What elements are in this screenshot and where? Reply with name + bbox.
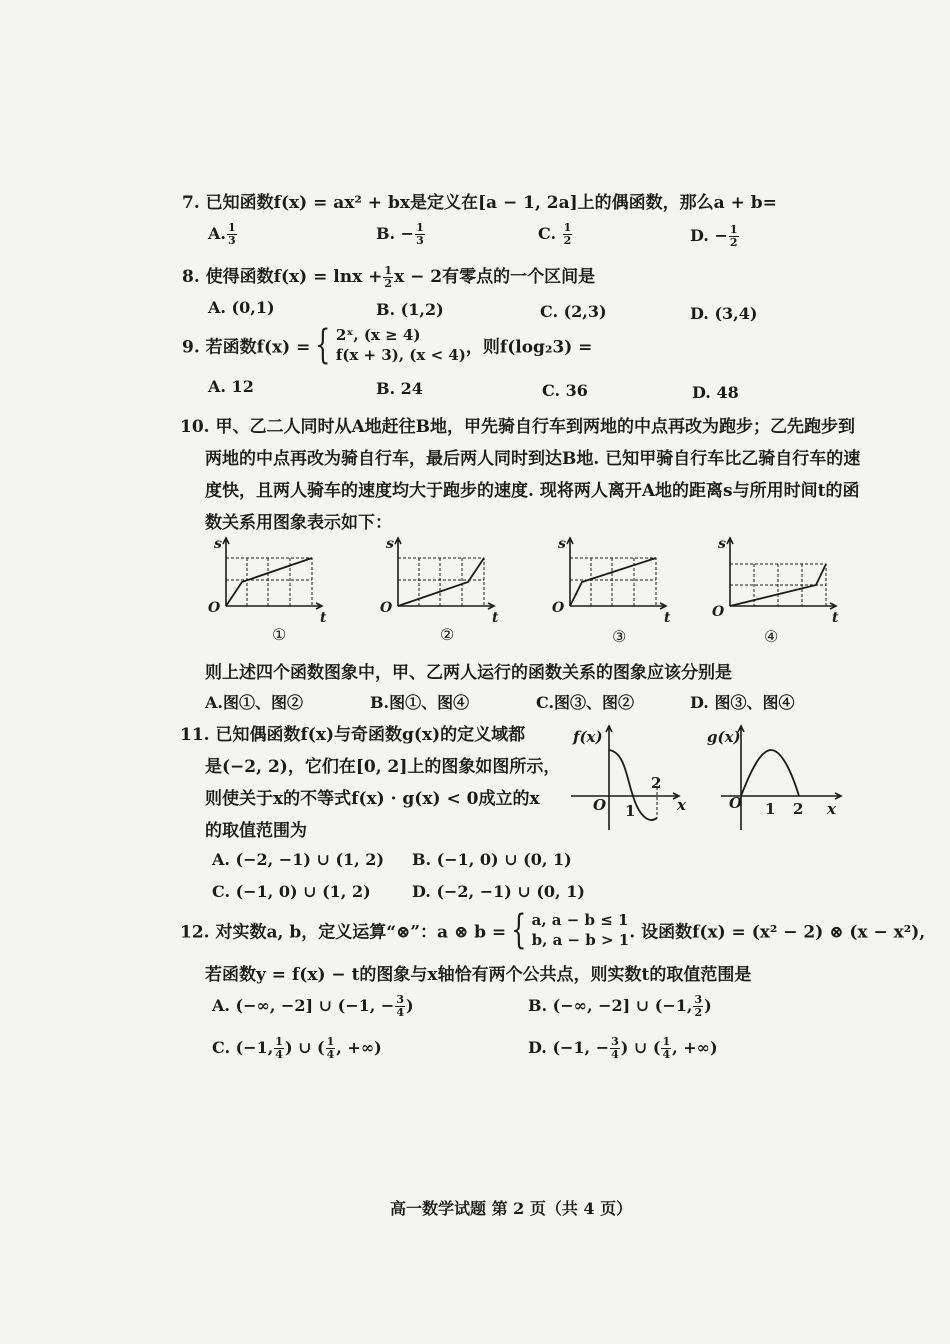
q12-option-d: D. (−1, − $\frac{3}{4}$ ) ∪ ( $\frac{1}{4}$ , +∞) <box>528 1035 718 1061</box>
q7-stem: 7. 已知函数f(x) = ax² + bx是定义在[a − 1, 2a]上的偶函数，那么a + b= <box>182 193 777 213</box>
q12-stem: 12. 对实数a, b，定义运算“⊗”：a ⊗ b = { a, a − b ≤ 1 b, a − b > 1 . 设函数f(x) = (x² − 2) ⊗ (x − x²), <box>180 907 926 953</box>
q10-graph-1-label: ① <box>272 625 287 644</box>
q8-stem: 8. 使得函数f(x) = lnx + $\frac{1}{2}$ x − 2有零点的一个区间是 <box>182 264 596 290</box>
q8-option-d: D. (3,4) <box>690 304 758 323</box>
q10-graph-3-t: t <box>664 610 671 626</box>
q10-option-a: A.图①、图② <box>205 693 303 712</box>
q10-graph-1-o: O <box>208 600 221 616</box>
q12-option-b: B. (−∞, −2] ∪ (−1, $\frac{3}{2}$ ) <box>528 993 712 1019</box>
q12-option-a: A. (−∞, −2] ∪ (−1, − $\frac{3}{4}$ ) <box>212 993 414 1019</box>
q10-graphs <box>200 530 860 650</box>
q10-graph-1-s: s <box>214 536 222 552</box>
q11-option-b: B. (−1, 0) ∪ (0, 1) <box>412 850 572 869</box>
q10-graph-2-label: ② <box>440 625 455 644</box>
q11-f-x: x <box>677 796 686 814</box>
q9-option-a: A. 12 <box>208 377 254 396</box>
q11-option-d: D. (−2, −1) ∪ (0, 1) <box>412 882 585 901</box>
q11-line-1: 11. 已知偶函数f(x)与奇函数g(x)的定义域都 <box>180 725 526 745</box>
q9-option-c: C. 36 <box>542 381 588 400</box>
q11-g-origin: O <box>729 794 743 812</box>
q10-graph-4 <box>727 538 836 609</box>
q11-line-4: 的取值范围为 <box>205 821 307 841</box>
q10-graph-3-label: ③ <box>612 627 627 646</box>
q9-option-d: D. 48 <box>692 383 739 402</box>
q10-line-1: 10. 甲、乙二人同时从A地赶往B地，甲先骑自行车到两地的中点再改为跑步；乙先跑步到 <box>180 417 856 437</box>
page-footer: 高一数学试题 第 2 页（共 4 页） <box>390 1199 633 1218</box>
q10-graph-1-t: t <box>320 610 327 626</box>
q10-line-2: 两地的中点再改为骑自行车，最后两人同时到达B地. 已知甲骑自行车比乙骑自行车的速 <box>205 449 861 469</box>
q8-option-a: A. (0,1) <box>208 298 275 317</box>
q11-option-a: A. (−2, −1) ∪ (1, 2) <box>212 850 385 869</box>
q11-option-c: C. (−1, 0) ∪ (1, 2) <box>212 882 371 901</box>
q9-stem: 9. 若函数f(x) = { 2ˣ, (x ≥ 4) f(x + 3), (x < 4) ，则f(log₂3) = <box>182 322 593 368</box>
q10-question: 则上述四个函数图象中，甲、乙两人运行的函数关系的图象应该分别是 <box>205 663 732 683</box>
q11-line-3: 则使关于x的不等式f(x) · g(x) < 0成立的x <box>205 789 540 809</box>
q7-option-d: D. − $\frac{1}{2}$ <box>690 223 738 249</box>
q10-graph-1 <box>223 538 322 609</box>
q10-graph-4-label: ④ <box>764 627 779 646</box>
q10-option-b: B.图①、图④ <box>370 693 470 712</box>
q10-line-3: 度快，且两人骑车的速度均大于跑步的速度. 现将两人离开A地的距离s与所用时间t的函 <box>205 481 860 501</box>
q11-g-tick-1: 1 <box>765 800 776 818</box>
q11-f-tick-2: 2 <box>651 774 662 792</box>
q11-line-2: 是(−2, 2)，它们在[0, 2]上的图象如图所示， <box>205 757 561 777</box>
q8-option-b: B. (1,2) <box>376 300 444 319</box>
q10-graph-2 <box>395 538 494 609</box>
q10-graph-2-t: t <box>492 610 499 626</box>
q11-f-tick-1: 1 <box>625 802 636 820</box>
q10-graph-4-s: s <box>718 536 726 552</box>
q10-graph-2-o: O <box>380 600 393 616</box>
q11-f-title: f(x) <box>573 728 603 746</box>
q11-g-title: g(x) <box>707 728 741 746</box>
q10-graph-3-s: s <box>558 536 566 552</box>
q7-option-b: B. − $\frac{1}{3}$ <box>376 221 424 247</box>
q11-graphs <box>565 720 855 835</box>
q10-option-d: D. 图③、图④ <box>690 693 795 712</box>
q10-option-c: C.图③、图② <box>536 693 635 712</box>
q10-graph-3 <box>567 538 666 609</box>
q7-option-c: C. $\frac{1}{2}$ <box>538 221 572 247</box>
q11-g-x: x <box>827 800 836 818</box>
q12-line-2: 若函数y = f(x) − t的图象与x轴恰有两个公共点，则实数t的取值范围是 <box>205 965 752 985</box>
q11-f-origin: O <box>593 796 607 814</box>
q10-graph-3-o: O <box>552 600 565 616</box>
q9-option-b: B. 24 <box>376 379 423 398</box>
q10-graph-4-t: t <box>832 610 839 626</box>
q10-line-4: 数关系用图象表示如下： <box>205 513 392 533</box>
q11-g-tick-2: 2 <box>793 800 804 818</box>
q12-option-c: C. (−1, $\frac{1}{4}$ ) ∪ ( $\frac{1}{4}$ , +∞) <box>212 1035 382 1061</box>
q8-option-c: C. (2,3) <box>540 302 607 321</box>
q10-graph-2-s: s <box>386 536 394 552</box>
q10-graph-4-o: O <box>712 604 725 620</box>
q7-option-a: A. $\frac{1}{3}$ <box>208 221 236 247</box>
